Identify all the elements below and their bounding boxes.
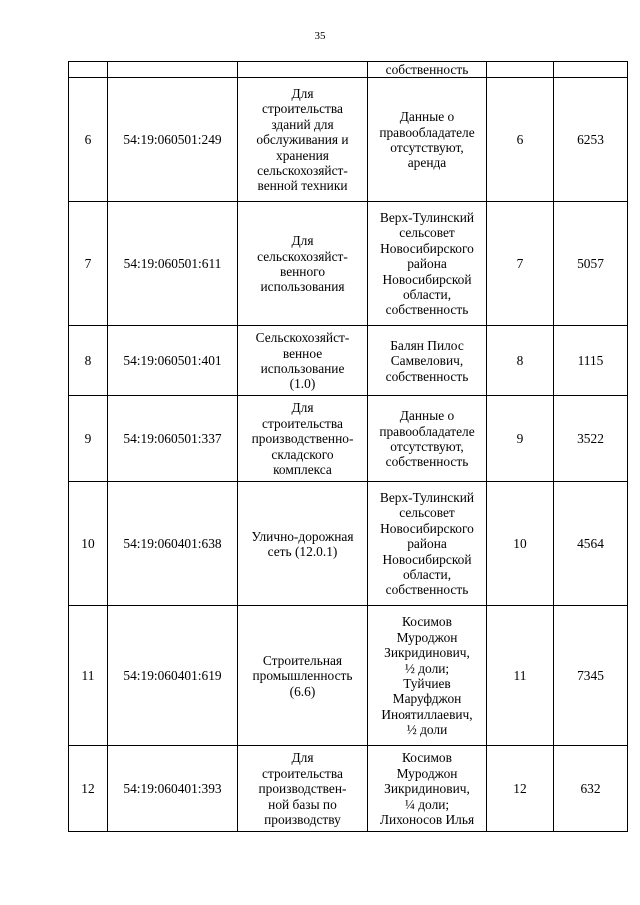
land-use-cell-line: венного [279,263,326,279]
table-row [69,606,628,746]
owner-cell-line: района [407,536,447,552]
cadastral-number-cell: 54:19:060401:393 [108,746,238,832]
land-use-cell-line: Для [291,400,314,416]
owner-cell-line: Данные о [399,109,455,125]
land-use-cell-line: хранения [276,147,329,163]
row-number-cell: 12 [69,746,108,832]
area-cell: 1115 [554,326,628,396]
area-cell: 4564 [554,482,628,606]
land-use-cell-line: обслуживания и [256,132,349,148]
land-use-cell-line: венное [282,345,323,361]
page-number: 35 [314,30,326,42]
cadastral-number-cell: 54:19:060501:337 [108,396,238,482]
row-number-cell [69,62,108,78]
area-cell: 6253 [554,78,628,202]
owner-cell-line: правообладателе [379,124,475,140]
index-cell: 7 [487,202,554,326]
row-number-cell: 7 [69,202,108,326]
land-use-cell-line: использования [260,279,345,295]
land-use-cell-line: производствен- [258,781,347,797]
area-cell: 3522 [554,396,628,482]
table-row [69,202,628,326]
land-use-cell [238,606,368,746]
owner-cell-line: правообладателе [379,423,475,439]
index-cell: 8 [487,326,554,396]
table-row [69,326,628,396]
owner-cell-line: отсутствуют, [390,139,464,155]
land-use-cell [238,202,368,326]
owner-cell-line: района [407,256,447,272]
table-row [69,482,628,606]
land-use-cell-line: венной техники [257,178,348,194]
land-use-cell-line: Для [291,85,314,101]
owner-cell [368,326,487,396]
land-use-cell-line: Сельскохозяйст- [255,330,350,346]
table-row [69,78,628,202]
owner-cell-line: Новосибирского [380,240,474,256]
table-row [69,62,628,78]
owner-cell-line: Верх-Тулинский [379,209,475,225]
land-use-cell-line: сеть (12.0.1) [267,543,338,559]
land-plots-table [68,61,628,832]
owner-cell [368,606,487,746]
cadastral-number-cell: 54:19:060501:401 [108,326,238,396]
land-use-cell-line: производству [264,812,341,828]
owner-cell-line: собственность [385,62,469,77]
area-cell [554,62,628,78]
table-body [69,62,628,832]
table-row [69,396,628,482]
owner-cell-line: Муроджон [396,765,458,781]
owner-cell [368,62,487,78]
land-use-cell [238,78,368,202]
owner-cell [368,396,487,482]
owner-cell-line: Балян Пилос [390,337,464,353]
owner-cell-line: ¼ доли; [404,796,450,812]
table-row [69,746,628,832]
area-cell: 7345 [554,606,628,746]
index-cell [487,62,554,78]
land-use-cell-line: сельскохозяйст- [257,248,348,264]
owner-cell-line: ½ доли; [404,660,450,676]
owner-cell [368,78,487,202]
owner-cell-line: Косимов [402,750,452,766]
owner-cell-line: Самвелович, [390,353,464,369]
index-cell: 10 [487,482,554,606]
owner-cell-line: Муроджон [396,629,458,645]
owner-cell-line: сельсовет [399,505,455,521]
land-use-cell-line: промышленность [252,668,353,684]
cadastral-number-cell: 54:19:060501:611 [108,202,238,326]
owner-cell-line: Данные о [399,408,455,424]
owner-cell-line: собственность [385,582,469,598]
land-use-cell-line: строительства [262,101,343,117]
owner-cell [368,202,487,326]
land-use-cell-line: (6.6) [289,683,316,699]
land-use-cell-line: складского [271,446,334,462]
cadastral-number-cell: 54:19:060501:249 [108,78,238,202]
index-cell: 9 [487,396,554,482]
owner-cell-line: Туйчиев [403,675,451,691]
area-cell: 632 [554,746,628,832]
land-use-cell-line: Для [291,233,314,249]
owner-cell-line: области, [402,287,452,303]
owner-cell-line: сельсовет [399,225,455,241]
land-use-cell-line: ной базы по [268,796,337,812]
owner-cell-line: собственность [385,302,469,318]
owner-cell [368,746,487,832]
owner-cell-line: области, [402,567,452,583]
owner-cell-line: собственность [385,454,469,470]
owner-cell-line: Маруфджон [392,691,462,707]
row-number-cell: 10 [69,482,108,606]
land-use-cell [238,482,368,606]
land-use-cell-line: строительства [262,765,343,781]
row-number-cell: 6 [69,78,108,202]
owner-cell-line: ½ доли [406,722,448,738]
land-use-cell [238,62,368,78]
land-use-cell-line: строительства [262,415,343,431]
cadastral-number-cell: 54:19:060401:638 [108,482,238,606]
land-use-cell-line: Улично-дорожная [251,528,354,544]
owner-cell-line: Зикридинович, [384,645,470,661]
owner-cell-line: Зикридинович, [384,781,470,797]
owner-cell-line: Косимов [402,614,452,630]
land-use-cell-line: производственно- [251,431,354,447]
owner-cell-line: Лихоносов Илья [379,812,475,828]
land-use-cell-line: Строительная [262,652,343,668]
land-use-cell-line: комплекса [273,462,332,478]
land-use-cell [238,396,368,482]
land-use-cell-line: (1.0) [289,376,316,392]
index-cell: 6 [487,78,554,202]
owner-cell-line: отсутствуют, [390,438,464,454]
area-cell: 5057 [554,202,628,326]
owner-cell [368,482,487,606]
land-use-cell [238,746,368,832]
owner-cell-line: аренда [407,155,447,171]
owner-cell-line: Новосибирской [382,271,472,287]
owner-cell-line: Верх-Тулинский [379,489,475,505]
land-use-cell-line: сельскохозяйст- [257,163,348,179]
owner-cell-line: Новосибирского [380,520,474,536]
owner-cell-line: собственность [385,368,469,384]
cadastral-number-cell [108,62,238,78]
cadastral-number-cell: 54:19:060401:619 [108,606,238,746]
land-use-cell-line: использование [260,360,345,376]
row-number-cell: 9 [69,396,108,482]
land-use-cell [238,326,368,396]
land-use-cell-line: Для [291,750,314,766]
index-cell: 11 [487,606,554,746]
index-cell: 12 [487,746,554,832]
owner-cell-line: Иноятиллаевич, [381,706,473,722]
owner-cell-line: Новосибирской [382,551,472,567]
row-number-cell: 8 [69,326,108,396]
row-number-cell: 11 [69,606,108,746]
land-use-cell-line: зданий для [271,116,334,132]
